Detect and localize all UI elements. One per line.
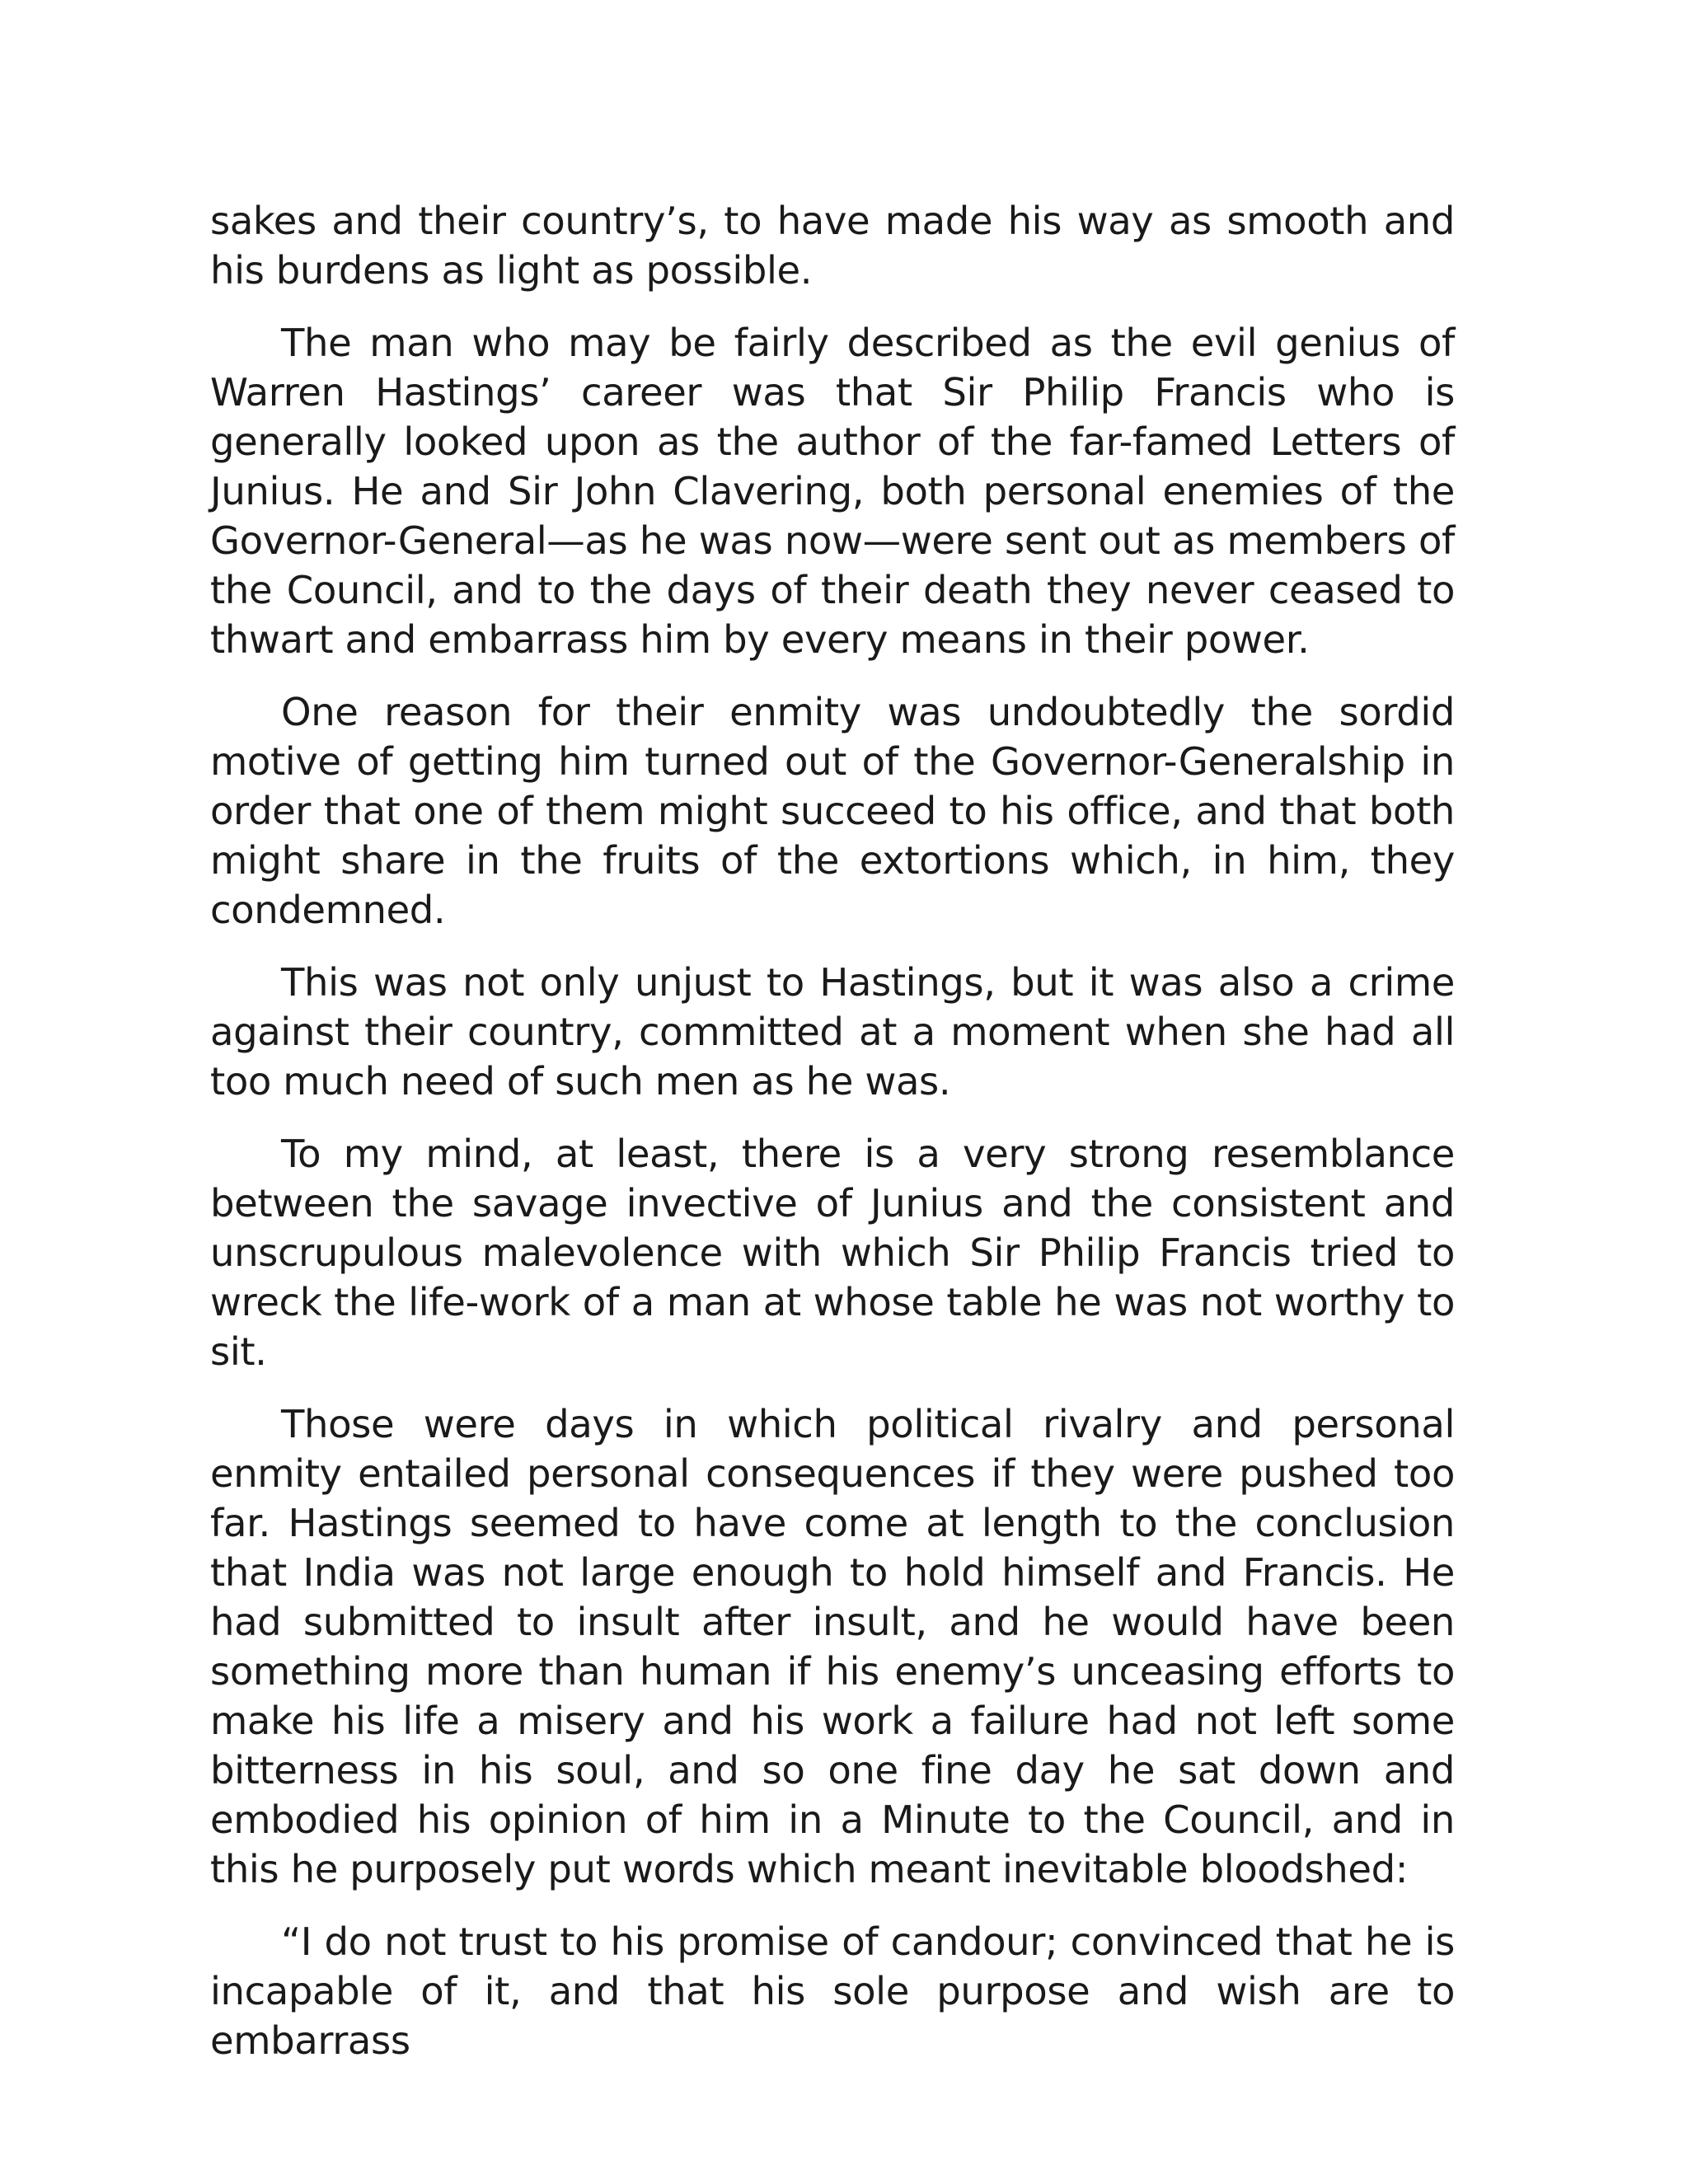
paragraph: sakes and their country’s, to have made his way as smooth and his burdens as light as possible.	[210, 199, 1455, 293]
paragraph: Those were days in which political rivalry and personal enmity entailed personal consequences if they were pushed too far. Hastings seemed to have come at length to the conclusion that India was not large enough to hold himself and Francis. He had submitted to insult after insult, and he would have been something more than human if his enemy’s unceasing efforts to make his life a misery and his work a failure had not left some bitterness in his soul, and so one fine day he sat down and embodied his opinion of him in a Minute to the Council, and in this he purposely put words which meant inevitable bloodshed:	[210, 1402, 1455, 1891]
paragraph: This was not only unjust to Hastings, but it was also a crime against their country, committed at a moment when she had all too much need of such men as he was.	[210, 960, 1455, 1104]
paragraph: To my mind, at least, there is a very strong resemblance between the savage invective of Junius and the consistent and unscrupulous malevolence with which Sir Philip Francis tried to wreck the life-work of a man at whose table he was not worthy to sit.	[210, 1132, 1455, 1374]
page-text	[210, 196, 1455, 2088]
paragraph: The man who may be fairly described as the evil genius of Warren Hastings’ career was that Sir Philip Francis who is generally looked upon as the author of the far-famed Letters of Junius. He and Sir John Clavering, both personal enemies of the Governor-General—as he was now—were sent out as members of the Council, and to the days of their death they never ceased to thwart and embarrass him by every means in their power.	[210, 321, 1455, 662]
paragraph: “I do not trust to his promise of candour; convinced that he is incapable of it, and that his sole purpose and wish are to embarrass	[210, 1919, 1455, 2063]
paragraph: One reason for their enmity was undoubtedly the sordid motive of getting him turned out of the Governor-Generalship in order that one of them might succeed to his office, and that both might share in the fruits of the extortions which, in him, they condemned.	[210, 690, 1455, 932]
